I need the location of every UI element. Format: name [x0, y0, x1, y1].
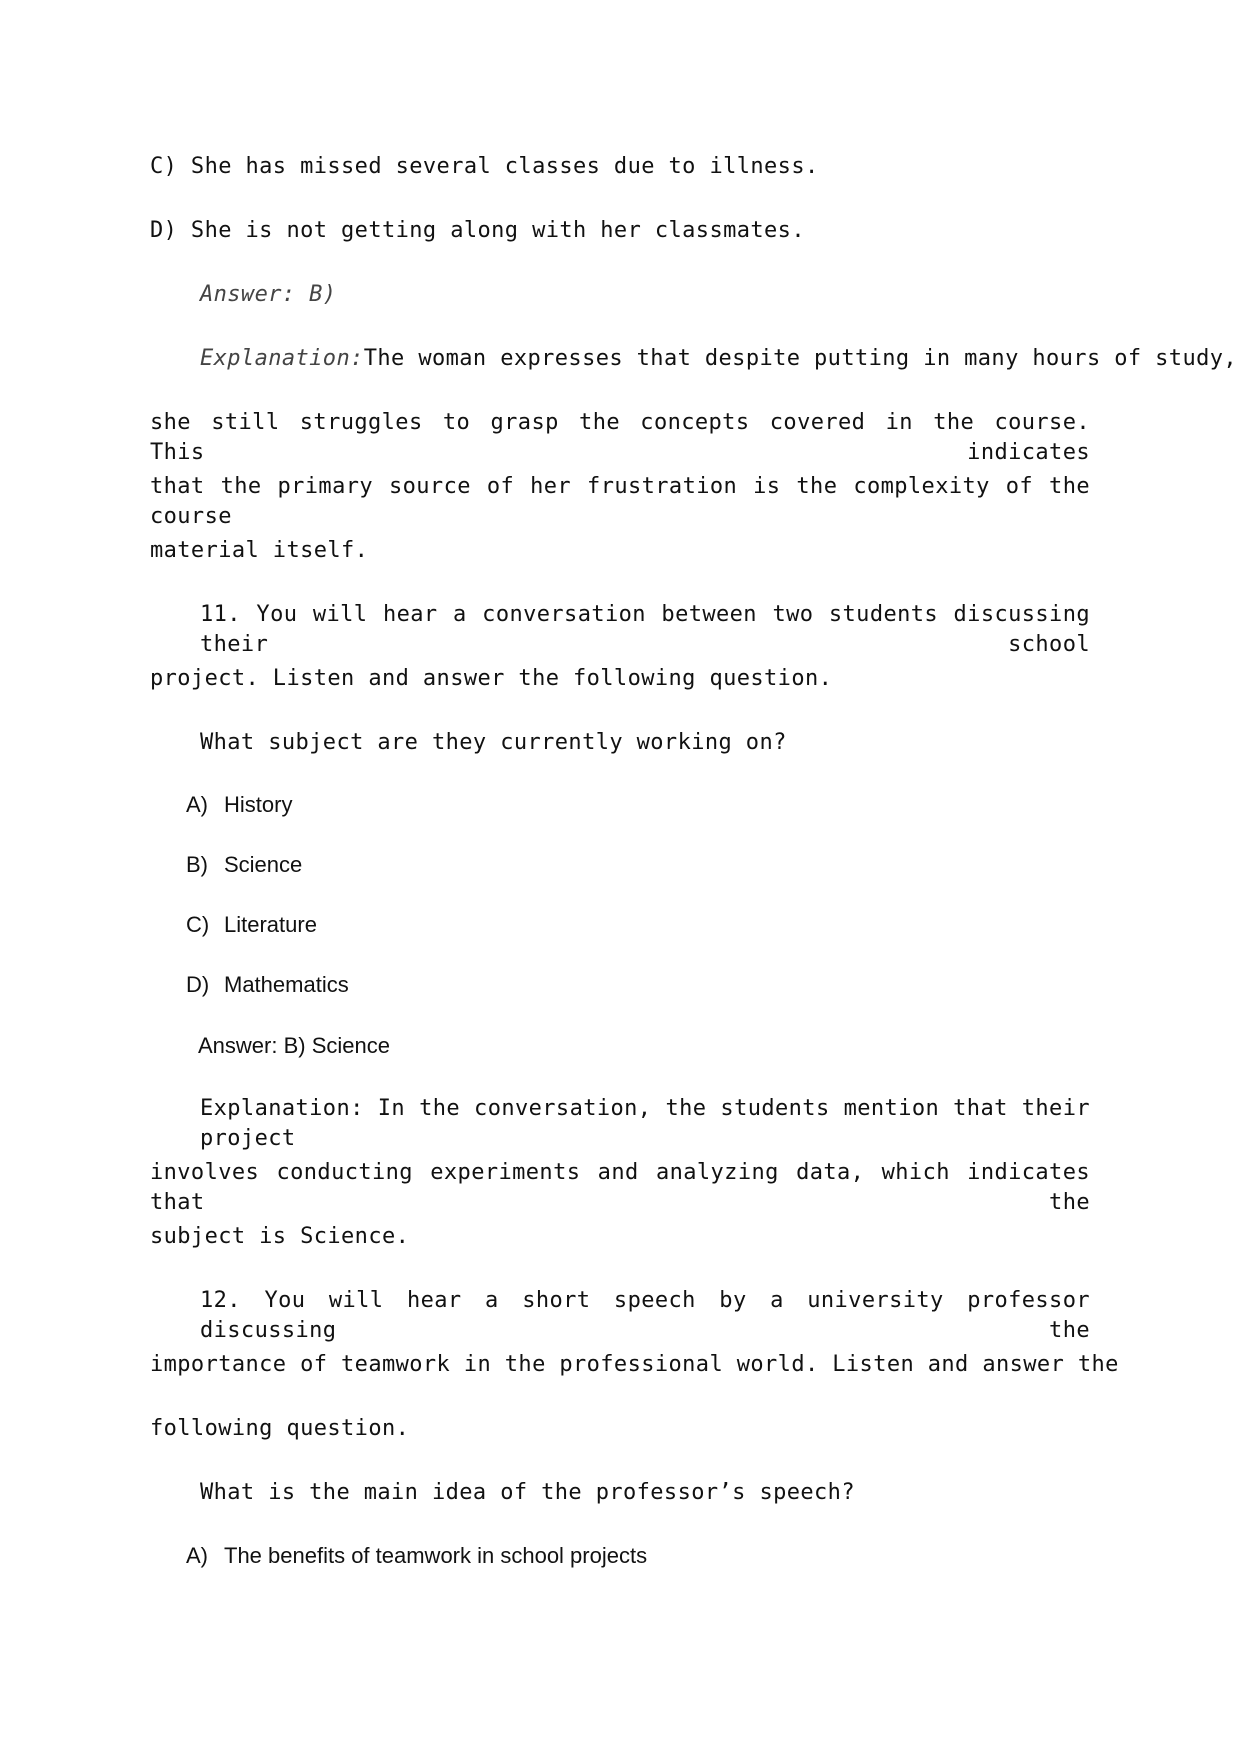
option-letter: A)	[186, 792, 208, 817]
q11-explanation-line-2: involves conducting experiments and analyzing data, which indicates that the	[150, 1160, 1090, 1215]
q11-explanation-line-3: subject is Science.	[150, 1224, 410, 1249]
option-letter: A)	[186, 1543, 208, 1568]
q11-option-c	[186, 910, 1126, 940]
option-letter: C)	[186, 912, 210, 937]
option-text: Literature	[224, 912, 317, 937]
option-letter: D)	[186, 972, 210, 997]
q12-prompt-line-3: following question.	[150, 1416, 410, 1441]
q12-option-a	[186, 1541, 1126, 1571]
option-letter: B)	[186, 852, 208, 877]
option-text: Mathematics	[224, 972, 349, 997]
q11-explanation-line-1: Explanation: In the conversation, the students mention that their project	[200, 1096, 1090, 1151]
option-c: C) She has missed several classes due to illness.	[150, 154, 819, 179]
q11-option-b	[186, 850, 1126, 880]
explanation-line-1	[200, 344, 1238, 374]
answer-label: Answer: B)	[200, 282, 337, 307]
option-text: Science	[224, 852, 303, 877]
q11-question: What subject are they currently working on?	[200, 730, 787, 755]
q11-answer: Answer: B) Science	[198, 1033, 390, 1058]
option-d: D) She is not getting along with her classmates.	[150, 218, 805, 243]
q12-prompt-line-2: importance of teamwork in the professional world. Listen and answer the	[150, 1352, 1119, 1377]
explanation-line-2: she still struggles to grasp the concepts covered in the course. This indicates	[150, 410, 1090, 465]
option-text: History	[224, 792, 293, 817]
q12-question: What is the main idea of the professor’s speech?	[200, 1480, 855, 1505]
explanation-line-4: material itself.	[150, 538, 369, 563]
q11-prompt-line-2: project. Listen and answer the following question.	[150, 666, 833, 691]
explanation-label: Explanation:	[200, 346, 364, 371]
explanation-line-3: that the primary source of her frustration is the complexity of the course	[150, 474, 1090, 529]
option-text: The benefits of teamwork in school projects	[224, 1543, 648, 1568]
q12-prompt-line-1: 12. You will hear a short speech by a university professor discussing the	[200, 1288, 1090, 1343]
explanation-text: The woman expresses that despite putting in many hours of study,	[363, 346, 1238, 371]
q11-option-a	[186, 790, 1126, 820]
q11-prompt-line-1: 11. You will hear a conversation between two students discussing their school	[200, 602, 1090, 657]
q11-option-d	[186, 970, 1126, 1000]
